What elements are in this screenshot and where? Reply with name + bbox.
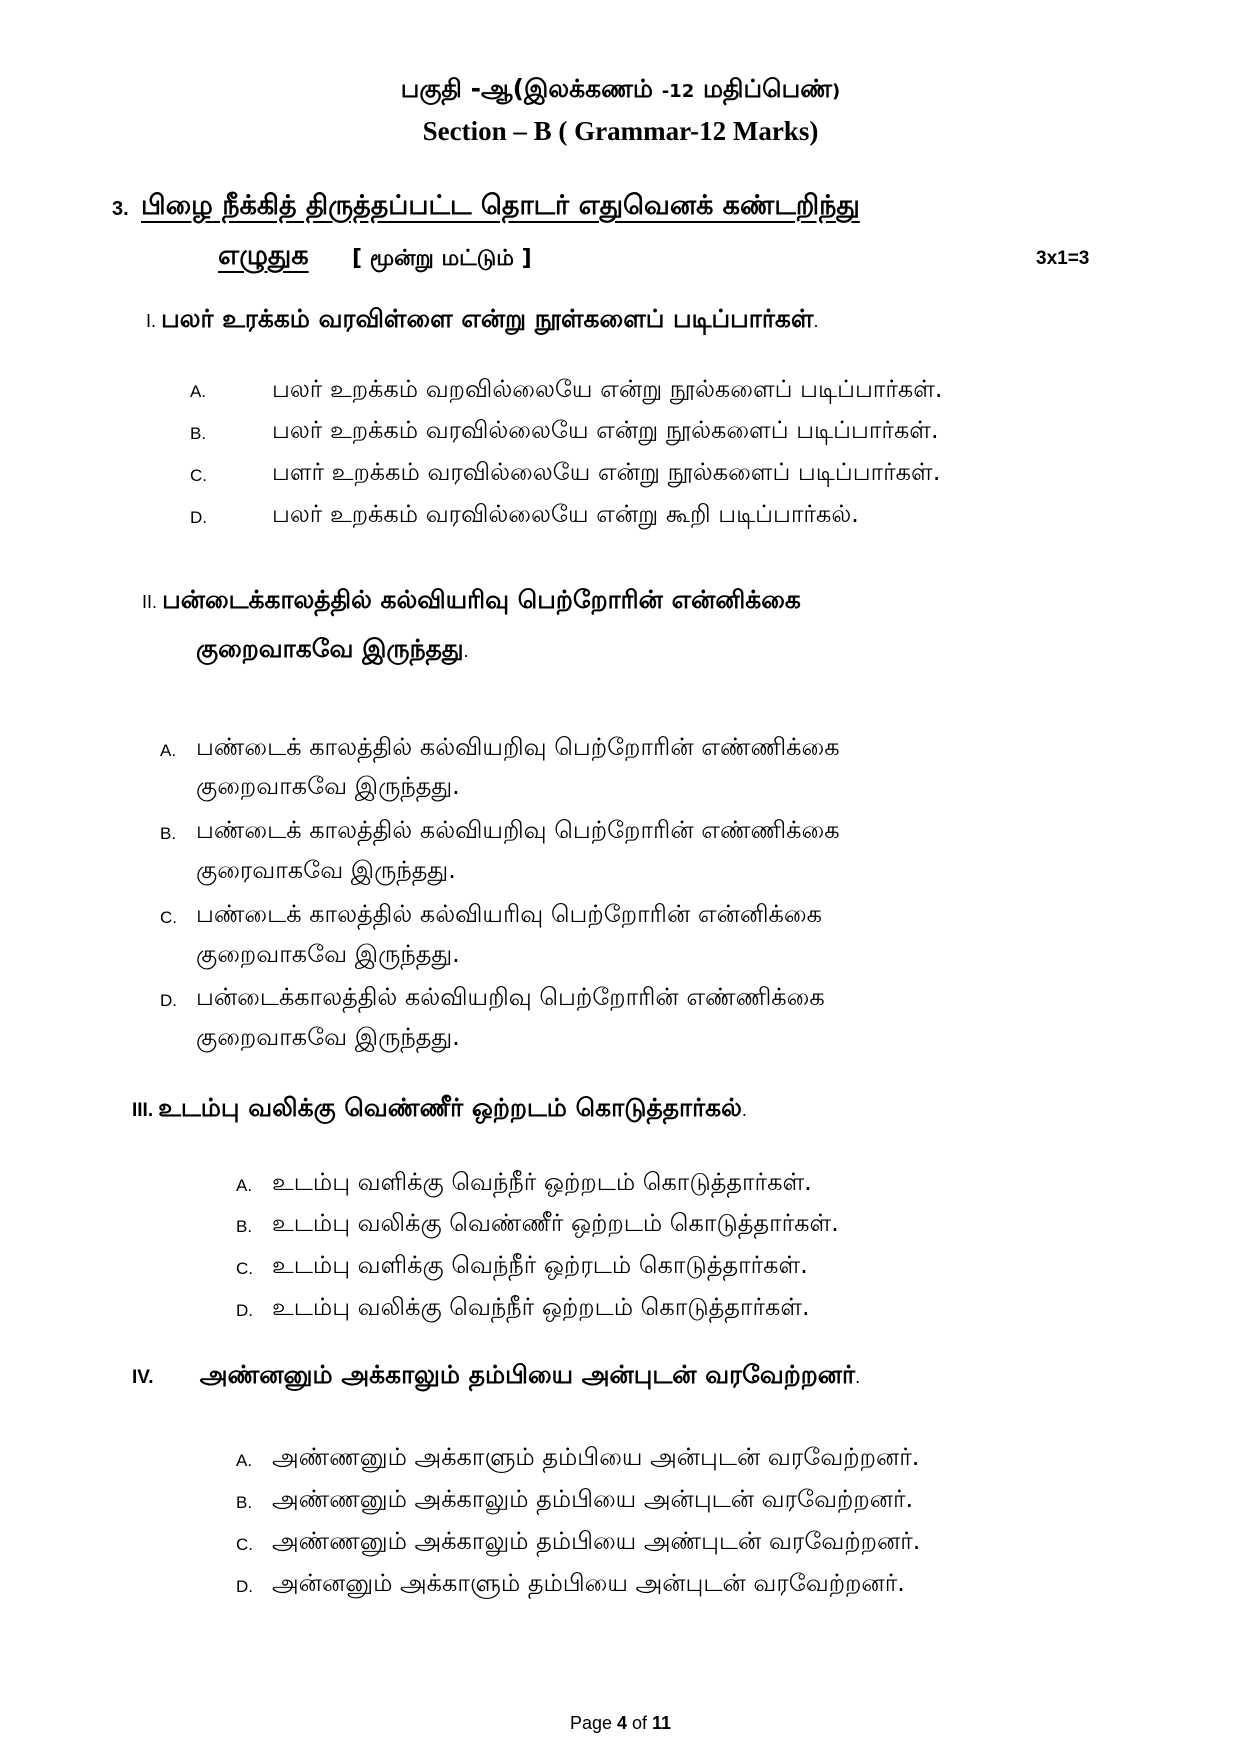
item-1-stem: I. பலர் உரக்கம் வரவிள்ளை என்று நூள்களைப் படிப்பார்கள். (146, 304, 819, 333)
option-letter: B. (236, 1217, 253, 1236)
option-text: அன்னனும் அக்காளும் தம்பியை அன்புடன் வரவேற்றனர். (272, 1569, 905, 1597)
option-letter: D. (160, 991, 177, 1010)
option-text-line2: குறைவாகவே இருந்தது. (196, 1023, 460, 1051)
question-instruction-line1: பிழை நீக்கித் திருத்தப்பட்ட தொடர் எதுவெனக் கண்டறிந்து (141, 190, 860, 221)
item-2-stem-line1: II. பன்டைக்காலத்தில் கல்வியரிவு பெற்றோரின் என்னிக்கை (142, 585, 801, 614)
option-letter: C. (236, 1535, 253, 1554)
question-number: 3. (112, 198, 129, 220)
option-letter: C. (160, 908, 177, 927)
section-title-english: Section – B ( Grammar-12 Marks) (422, 116, 819, 146)
option-text: உடம்பு வலிக்கு வெந்நீர் ஒற்றடம் கொடுத்தார்கள். (272, 1293, 810, 1321)
option-letter: A. (236, 1176, 253, 1195)
option-text-line2: குறைவாகவே இருந்தது. (196, 940, 460, 968)
option-letter: D. (236, 1301, 253, 1320)
option-letter: B. (236, 1493, 253, 1512)
option-letter: B. (190, 424, 207, 443)
item-4-stem: IV. அண்னனும் அக்காலும் தம்பியை அன்புடன் வரவேற்றனர். (132, 1360, 861, 1389)
option-text: பலர் உறக்கம் வரவில்லையே என்று நூல்களைப் படிப்பார்கள். (272, 416, 939, 444)
item-3-stem: III. உடம்பு வலிக்கு வெண்ணீர் ஒற்றடம் கொடுத்தார்கல். (132, 1093, 747, 1122)
option-letter: D. (190, 508, 207, 527)
page-number: Page 4 of 11 (569, 1713, 672, 1733)
option-letter: A. (236, 1451, 253, 1470)
question-marks: 3x1=3 (1036, 248, 1090, 269)
option-text: அண்ணனும் அக்காலும் தம்பியை அன்புடன் வரவேற்றனர். (272, 1485, 914, 1513)
option-text: அண்ணனும் அக்காளும் தம்பியை அன்புடன் வரவேற்றனர். (272, 1443, 920, 1471)
option-text-line1: பன்டைக்காலத்தில் கல்வியறிவு பெற்றோரின் எண்ணிக்கை (196, 983, 825, 1011)
option-letter: C. (236, 1259, 253, 1278)
section-title-tamil: பகுதி -ஆ(இலக்கணம் -12 மதிப்பெண்) (400, 74, 841, 103)
question-instruction-line2: எழுதுக (218, 240, 309, 271)
option-letter: A. (190, 382, 207, 401)
option-letter: B. (160, 824, 177, 843)
question-bracket-note: [ மூன்று மட்டும் ] (352, 246, 532, 271)
option-letter: C. (190, 466, 207, 485)
option-text-line1: பண்டைக் காலத்தில் கல்வியறிவு பெற்றோரின் எண்ணிக்கை (196, 816, 840, 844)
option-text: அண்ணனும் அக்காலும் தம்பியை அண்புடன் வரவேற்றனர். (272, 1527, 921, 1555)
item-2-stem-line2: குறைவாகவே இருந்தது. (196, 634, 469, 663)
option-text: பலர் உறக்கம் வறவில்லையே என்று நூல்களைப் படிப்பார்கள். (272, 375, 943, 403)
option-text: உடம்பு வளிக்கு வெந்நீர் ஒற்ரடம் கொடுத்தார்கள். (272, 1251, 808, 1279)
option-text: உடம்பு வளிக்கு வெந்நீர் ஒற்றடம் கொடுத்தார்கள். (272, 1168, 812, 1196)
option-text-line2: குரைவாகவே இருந்தது. (196, 856, 456, 884)
option-text-line1: பண்டைக் காலத்தில் கல்வியறிவு பெற்றோரின் எண்ணிக்கை (196, 733, 840, 761)
option-text-line2: குறைவாகவே இருந்தது. (196, 772, 460, 800)
option-text: உடம்பு வலிக்கு வெண்ணீர் ஒற்றடம் கொடுத்தார்கள். (272, 1209, 839, 1237)
option-text: பளர் உறக்கம் வரவில்லையே என்று நூல்களைப் படிப்பார்கள். (272, 458, 941, 486)
option-text: பலர் உறக்கம் வரவில்லையே என்று கூறி படிப்பார்கல். (272, 500, 859, 528)
option-letter: A. (160, 741, 177, 760)
option-text-line1: பண்டைக் காலத்தில் கல்வியரிவு பெற்றோரின் என்னிக்கை (196, 900, 822, 928)
option-letter: D. (236, 1577, 253, 1596)
